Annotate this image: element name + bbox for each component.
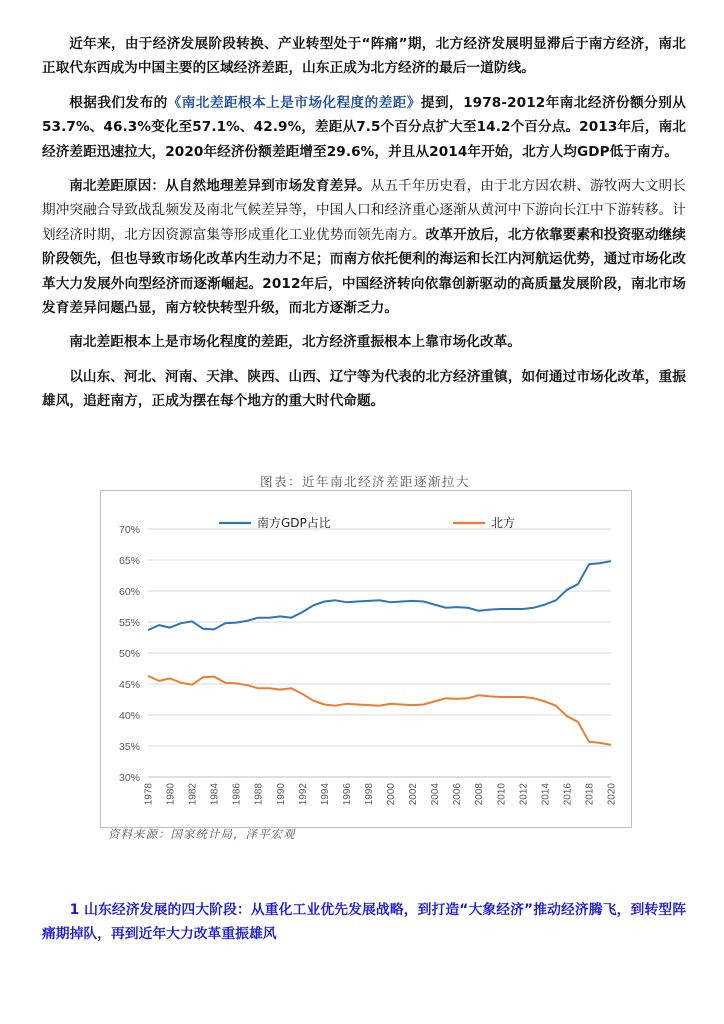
x-tick-label: 1992 bbox=[297, 783, 309, 806]
x-tick-label: 1994 bbox=[319, 783, 331, 806]
causes-lead: 南北差距原因：从自然地理差异到市场发育差异。 bbox=[69, 178, 371, 195]
x-tick-label: 1986 bbox=[231, 783, 243, 806]
paragraph-intro: 近年来，由于经济发展阶段转换、产业转型处于“阵痛”期，北方经济发展明显滞后于南方经济，南北正取代东西成为中国主要的区域经济差距，山东正成为北方经济的最后一道防线。 bbox=[42, 36, 686, 77]
causes-history: 从五千年历史看，由于北方因农耕、游牧两大文明长期冲突融合导致战乱频发及南北气候差异等，中国人口和经济重心逐渐从黄河中下游向长江中下游转移。计划经济时期，北方因资源富集等形成重化工业优势而领先南方。 bbox=[42, 178, 686, 243]
paragraph-share-body: 提到，1978-2012年南北经济份额分别从53.7%、46.3%变化至57.1%、42.9%，差距从7.5个百分点扩大至14.2个百分点。2013年后，南北经济差距迅速拉大，2020年经济份额差距增至29.6%，并且从2014年开始，北方人均GDP低于南方。 bbox=[42, 94, 686, 160]
paragraph-northern-cities: 以山东、河北、河南、天津、陕西、山西、辽宁等为代表的北方经济重镇，如何通过市场化改革，重振雄风，追赶南方，正成为摆在每个地方的重大时代命题。 bbox=[42, 368, 686, 410]
series-line-north bbox=[148, 676, 611, 745]
x-tick-label: 2020 bbox=[606, 783, 618, 806]
chart-frame bbox=[100, 490, 632, 828]
x-tick-label: 1990 bbox=[275, 783, 287, 806]
legend-label-south: 南方GDP占比 bbox=[257, 516, 331, 530]
series-line-south bbox=[148, 561, 611, 630]
x-tick-label: 1984 bbox=[209, 783, 221, 806]
y-tick-label: 30% bbox=[118, 772, 140, 784]
x-tick-label: 2006 bbox=[452, 783, 464, 806]
paragraph-causes bbox=[42, 174, 686, 320]
x-tick-label: 2004 bbox=[430, 783, 442, 806]
causes-reform: 改革开放后，北方依靠要素和投资驱动继续阶段领先，但也导致市场化改革内生动力不足；而南方依托便利的海运和长江内河航运优势，通过市场化改革大力发展外向型经济而逐渐崛起。2012年后，中国经济转向依靠创新驱动的高质量发展阶段，南北市场发育差异问题凸显，南方较快转型升级，而北方逐渐乏力。 bbox=[42, 226, 686, 317]
x-tick-label: 1998 bbox=[363, 783, 375, 806]
x-tick-label: 2002 bbox=[408, 783, 420, 806]
y-tick-label: 65% bbox=[118, 555, 140, 567]
chart-caption: 图表：近年南北经济差距逐渐拉大 bbox=[259, 474, 470, 489]
y-tick-label: 60% bbox=[118, 586, 140, 598]
x-tick-label: 1978 bbox=[143, 783, 155, 806]
y-tick-label: 70% bbox=[118, 524, 140, 536]
x-tick-label: 1996 bbox=[341, 783, 353, 806]
x-tick-label: 2000 bbox=[386, 783, 398, 806]
x-tick-label: 2010 bbox=[496, 783, 508, 806]
y-tick-label: 50% bbox=[118, 648, 140, 660]
line-chart bbox=[101, 491, 631, 827]
chart-source: 资料来源：国家统计局，泽平宏观 bbox=[108, 827, 296, 841]
document-body bbox=[42, 32, 686, 424]
paragraph-share-data bbox=[42, 91, 686, 164]
x-tick-label: 2012 bbox=[518, 783, 530, 806]
paragraph-conclusion: 南北差距根本上是市场化程度的差距，北方经济重振根本上靠市场化改革。 bbox=[69, 334, 522, 351]
x-tick-label: 1988 bbox=[253, 783, 265, 806]
x-tick-label: 2014 bbox=[540, 783, 552, 806]
x-tick-label: 2016 bbox=[562, 783, 574, 806]
y-tick-label: 35% bbox=[118, 741, 140, 753]
y-tick-label: 45% bbox=[118, 679, 140, 691]
report-link[interactable]: 《南北差距根本上是市场化程度的差距》 bbox=[167, 94, 421, 111]
x-tick-label: 1980 bbox=[165, 783, 177, 806]
section-heading: 1 山东经济发展的四大阶段：从重化工业优先发展战略，到打造“大象经济”推动经济腾飞，到转型阵痛期掉队，再到近年大力改革重振雄风 bbox=[42, 902, 686, 943]
y-tick-label: 40% bbox=[118, 710, 140, 722]
x-tick-label: 2018 bbox=[584, 783, 596, 806]
legend-label-north: 北方 bbox=[491, 516, 516, 530]
paragraph-share-lead: 根据我们发布的 bbox=[69, 94, 168, 111]
x-tick-label: 1982 bbox=[187, 783, 199, 806]
x-tick-label: 2008 bbox=[474, 783, 486, 806]
y-tick-label: 55% bbox=[118, 617, 140, 629]
